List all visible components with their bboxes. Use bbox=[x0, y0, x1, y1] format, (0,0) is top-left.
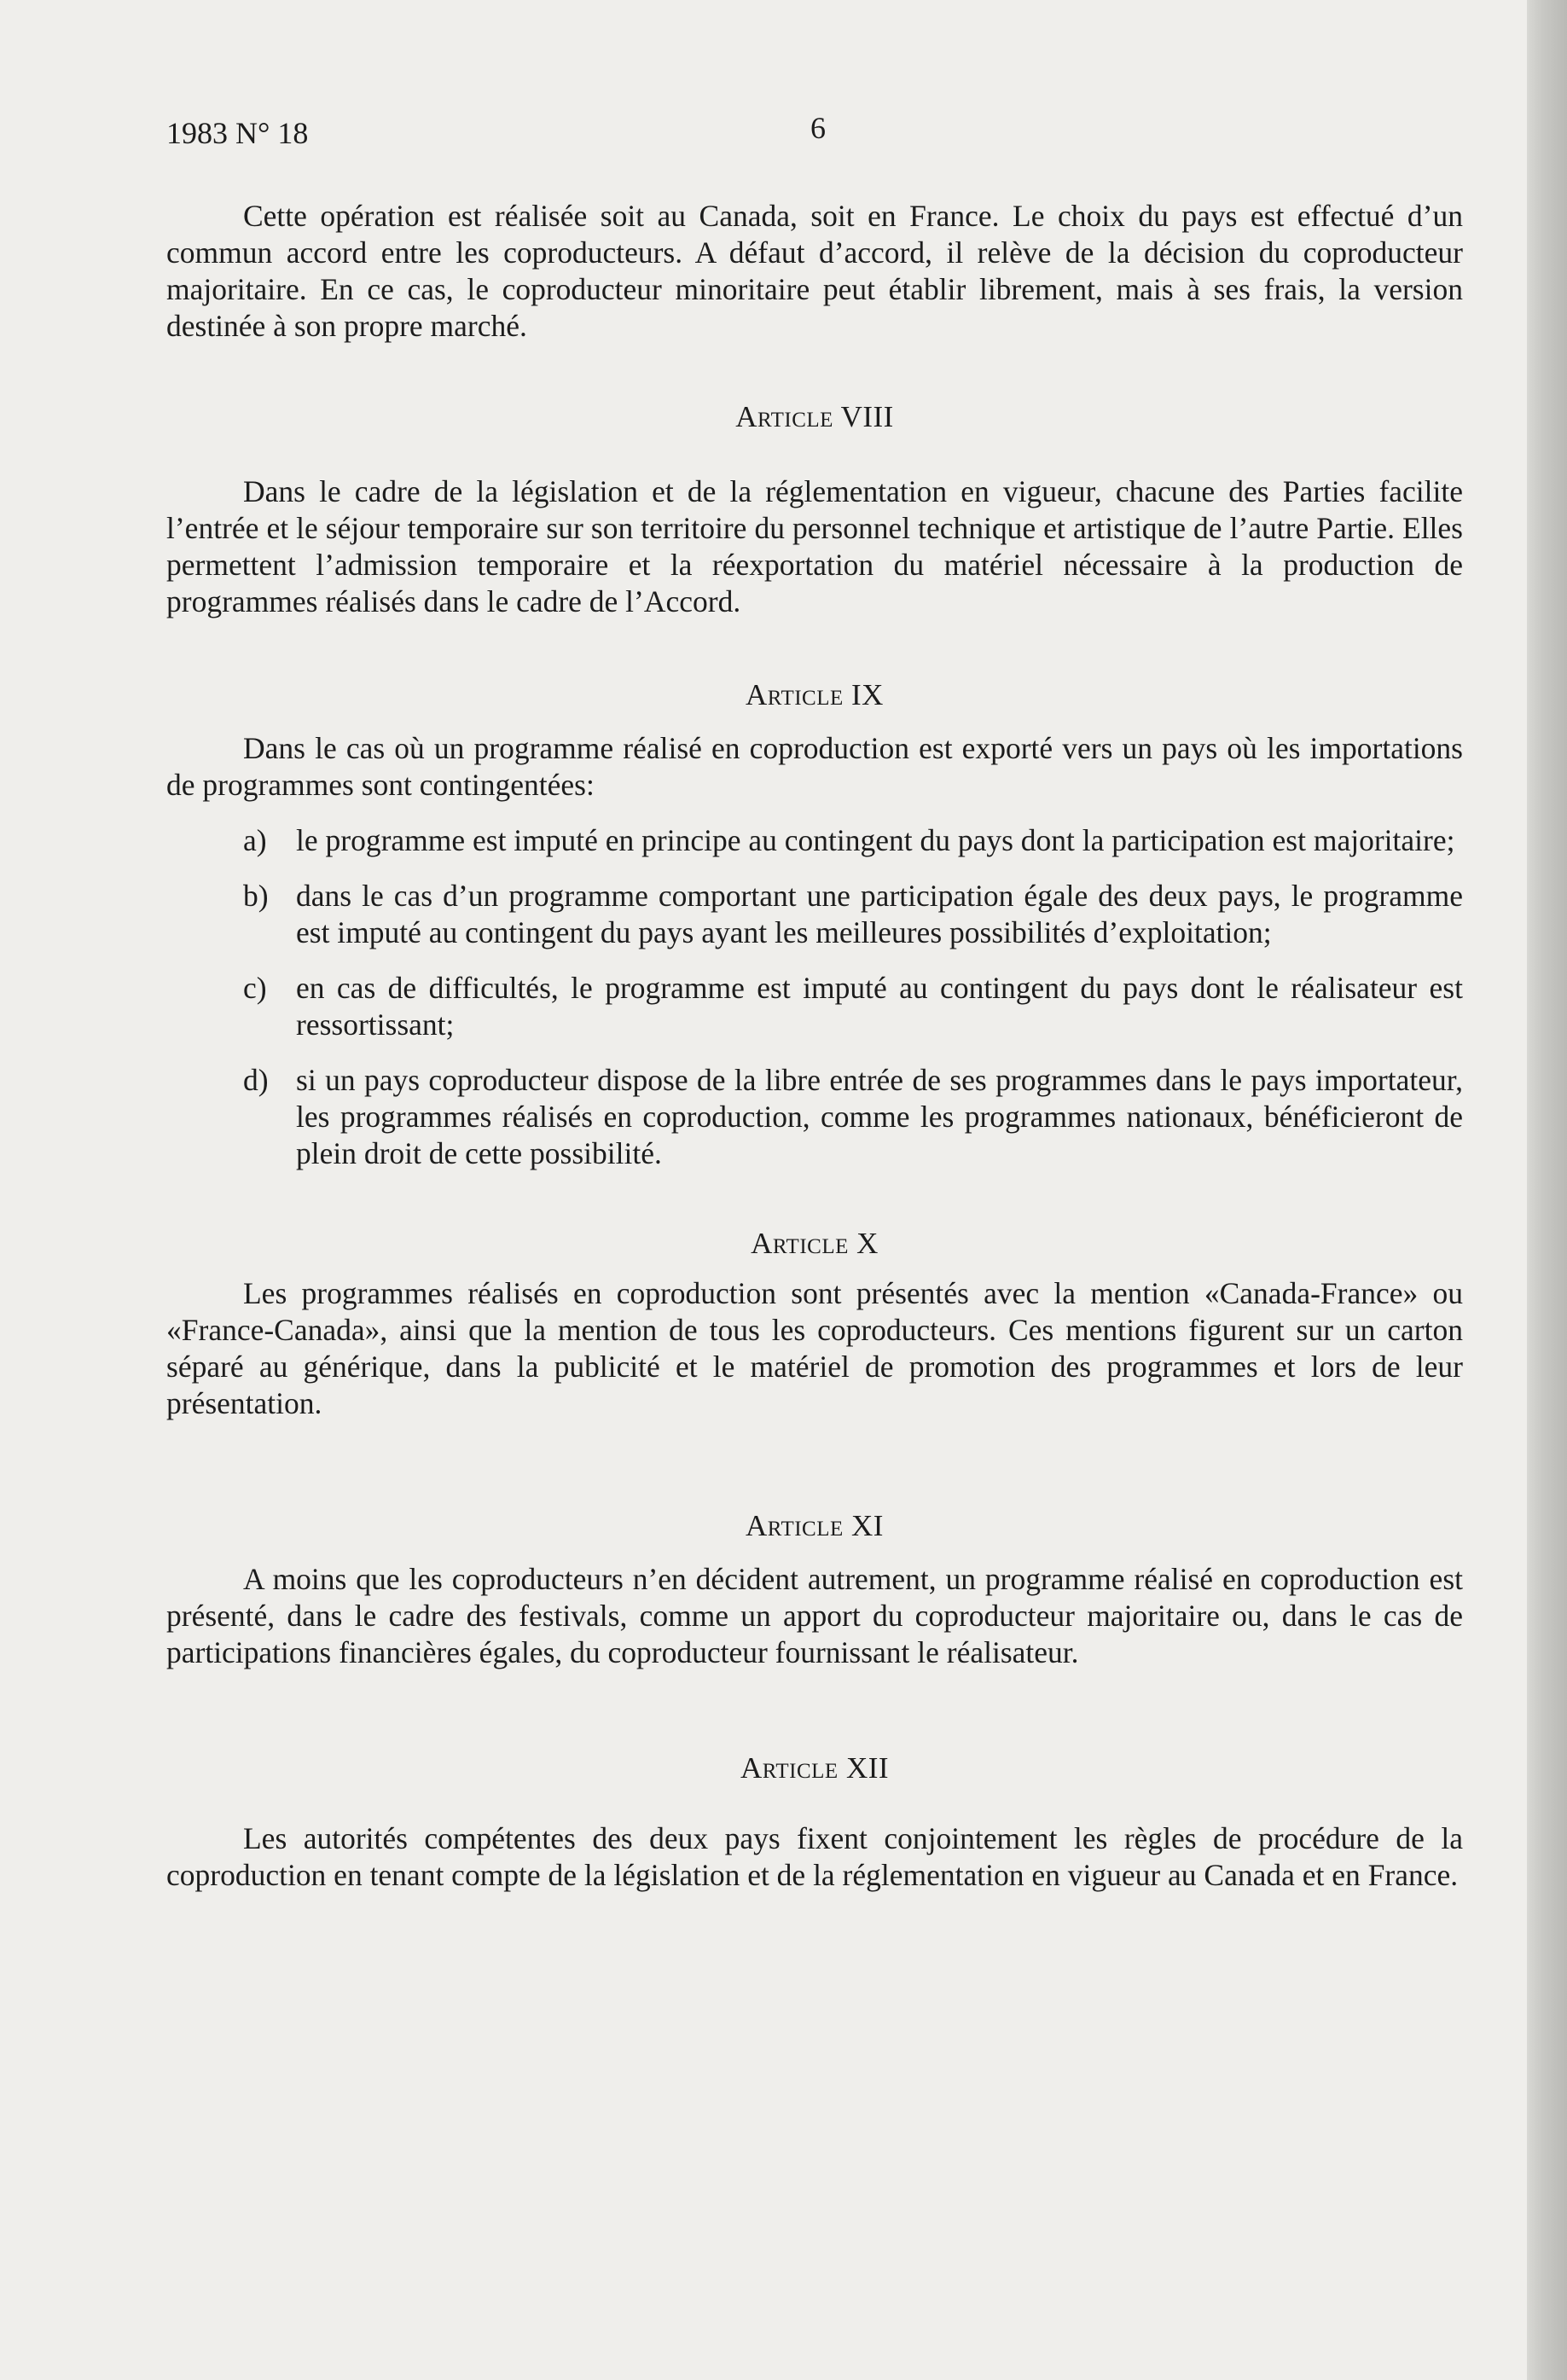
article-ix-list bbox=[166, 822, 1463, 1172]
list-item bbox=[166, 822, 1463, 859]
list-item bbox=[166, 970, 1463, 1043]
list-item bbox=[166, 878, 1463, 951]
article-ix-paragraph: Dans le cas où un programme réalisé en coproduction est exporté vers un pays où les importations de programmes sont contingentées: bbox=[166, 731, 1463, 802]
gazette-reference: 1983 N° 18 bbox=[166, 116, 309, 150]
list-item bbox=[166, 1062, 1463, 1172]
article-x-paragraph: Les programmes réalisés en coproduction sont présentés avec la mention «Canada-France» ou «France-Canada», ainsi que la mention de tous les coproducteurs. Ces mentions figurent sur un carton séparé au générique, dans la publicité et le matériel de promotion des programmes et lors de leur présentation. bbox=[166, 1276, 1463, 1420]
list-item-text: si un pays coproducteur dispose de la libre entrée de ses programmes dans le pays importateur, les programmes réalisés en coproduction, comme les programmes nationaux, bénéficieront de plein droit de cette possibilité. bbox=[296, 1063, 1463, 1170]
page-number: 6 bbox=[810, 111, 826, 145]
list-item-text: le programme est imputé en principe au contingent du pays dont la participation est majoritaire; bbox=[296, 823, 1455, 857]
list-item-marker: d) bbox=[243, 1063, 269, 1097]
article-viii-paragraph: Dans le cadre de la législation et de la réglementation en vigueur, chacune des Parties facilite l’entrée et le séjour temporaire sur son territoire du personnel technique et artistique de l’autre Partie. Elles permettent l’admission temporaire et la réexportation du matériel nécessaire à la production de programmes réalisés dans le cadre de l’Accord. bbox=[166, 474, 1463, 618]
list-item-marker: c) bbox=[243, 971, 267, 1005]
article-title-viii: Article VIII bbox=[735, 400, 894, 433]
article-title-ix: Article IX bbox=[746, 678, 884, 711]
article-xii-paragraph: Les autorités compétentes des deux pays fixent conjointement les règles de procédure de la coproduction en tenant compte de la législation et de la réglementation en vigueur au Canada et en France. bbox=[166, 1821, 1463, 1892]
list-item-text: dans le cas d’un programme comportant une participation égale des deux pays, le programme est imputé au contingent du pays ayant les meilleures possibilités d’exploitation; bbox=[296, 879, 1463, 949]
article-title-x: Article X bbox=[751, 1227, 879, 1260]
page-edge-shadow bbox=[1527, 0, 1567, 2380]
article-title-xii: Article XII bbox=[740, 1751, 890, 1785]
article-xi-paragraph: A moins que les coproducteurs n’en décident autrement, un programme réalisé en coproduction est présenté, dans le cadre des festivals, comme un apport du coproducteur majoritaire ou, dans le cas de participations financières égales, du coproducteur fournissant le réalisateur. bbox=[166, 1562, 1463, 1669]
list-item-marker: a) bbox=[243, 823, 267, 857]
document-body bbox=[166, 198, 1463, 1894]
list-item-text: en cas de difficultés, le programme est imputé au contingent du pays dont le réalisateur est ressortissant; bbox=[296, 971, 1463, 1042]
list-item-marker: b) bbox=[243, 879, 269, 913]
page-header bbox=[166, 111, 1463, 158]
intro-paragraph: Cette opération est réalisée soit au Canada, soit en France. Le choix du pays est effectué d’un commun accord entre les coproducteurs. A défaut d’accord, il relève de la décision du coproducteur majoritaire. En ce cas, le coproducteur minoritaire peut établir librement, mais à ses frais, la version destinée à son propre marché. bbox=[166, 199, 1463, 343]
article-title-xi: Article XI bbox=[746, 1509, 884, 1542]
